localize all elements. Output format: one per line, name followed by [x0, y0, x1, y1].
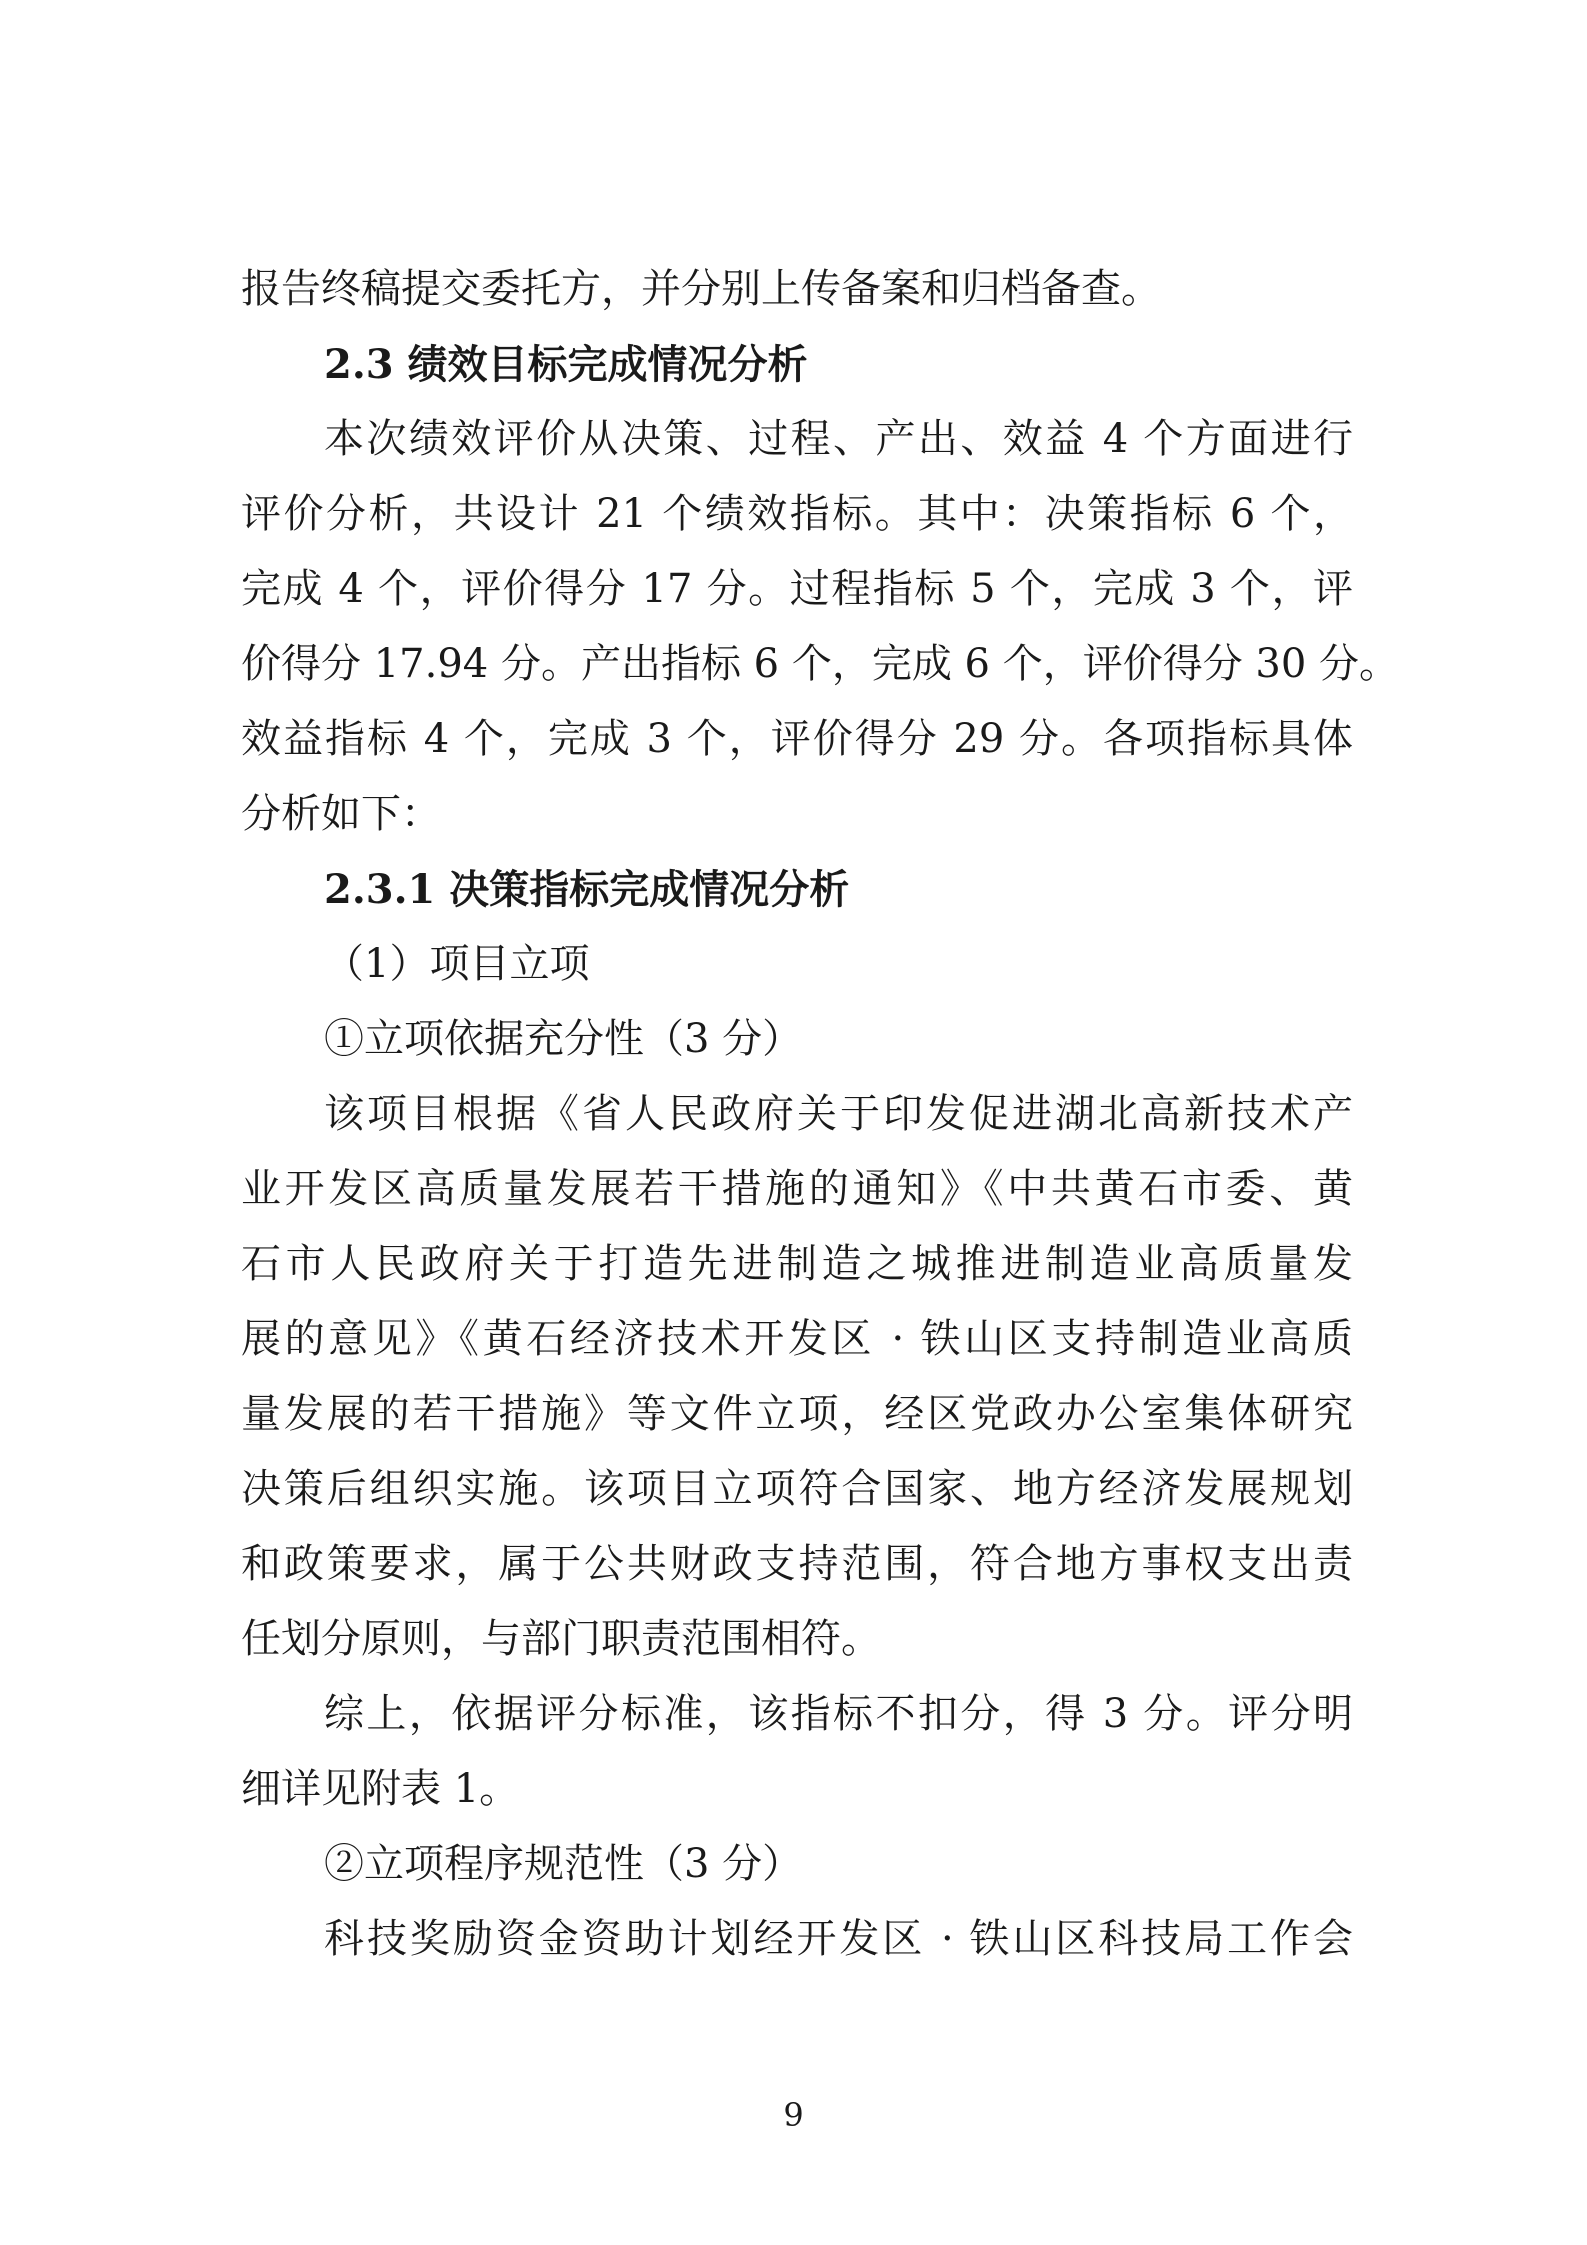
paragraph-line: 业开发区高质量发展若干措施的通知》《中共黄石市委、黄	[241, 1166, 1353, 1212]
section-heading: 2.3 绩效目标完成情况分析	[324, 341, 808, 388]
subsection-heading: 2.3.1 决策指标完成情况分析	[324, 866, 850, 913]
paragraph-line: 本次绩效评价从决策、过程、产出、效益 4 个方面进行	[324, 416, 1353, 462]
page-number: 9	[783, 2096, 804, 2134]
paragraph-line: 和政策要求，属于公共财政支持范围，符合地方事权支出责	[241, 1541, 1353, 1587]
item-heading: （1）项目立项	[324, 941, 590, 987]
document-body	[241, 252, 1400, 1977]
paragraph-line: 细详见附表 1。	[241, 1766, 520, 1812]
indicator-heading: ①立项依据充分性（3 分）	[324, 1016, 803, 1062]
paragraph-line: 评价分析，共设计 21 个绩效指标。其中：决策指标 6 个，	[241, 491, 1353, 537]
paragraph-line: 决策后组织实施。该项目立项符合国家、地方经济发展规划	[241, 1466, 1353, 1512]
paragraph-line: 综上，依据评分标准，该指标不扣分，得 3 分。评分明	[324, 1691, 1353, 1737]
paragraph-line: 分析如下：	[241, 791, 441, 837]
indicator-heading: ②立项程序规范性（3 分）	[324, 1841, 803, 1887]
paragraph-line: 量发展的若干措施》等文件立项，经区党政办公室集体研究	[241, 1391, 1353, 1437]
paragraph-line: 石市人民政府关于打造先进制造之城推进制造业高质量发	[241, 1241, 1353, 1287]
paragraph-line: 价得分 17.94 分。产出指标 6 个，完成 6 个，评价得分 30 分。	[241, 641, 1400, 687]
paragraph-line: 该项目根据《省人民政府关于印发促进湖北高新技术产	[324, 1091, 1353, 1137]
paragraph-line: 报告终稿提交委托方，并分别上传备案和归档备查。	[241, 266, 1161, 312]
paragraph-line: 任划分原则，与部门职责范围相符。	[241, 1616, 881, 1662]
paragraph-line: 科技奖励资金资助计划经开发区 · 铁山区科技局工作会	[324, 1916, 1353, 1962]
paragraph-line: 效益指标 4 个，完成 3 个，评价得分 29 分。各项指标具体	[241, 716, 1353, 762]
paragraph-line: 展的意见》《黄石经济技术开发区 · 铁山区支持制造业高质	[241, 1316, 1353, 1362]
paragraph-line: 完成 4 个，评价得分 17 分。过程指标 5 个，完成 3 个，评	[241, 566, 1353, 612]
